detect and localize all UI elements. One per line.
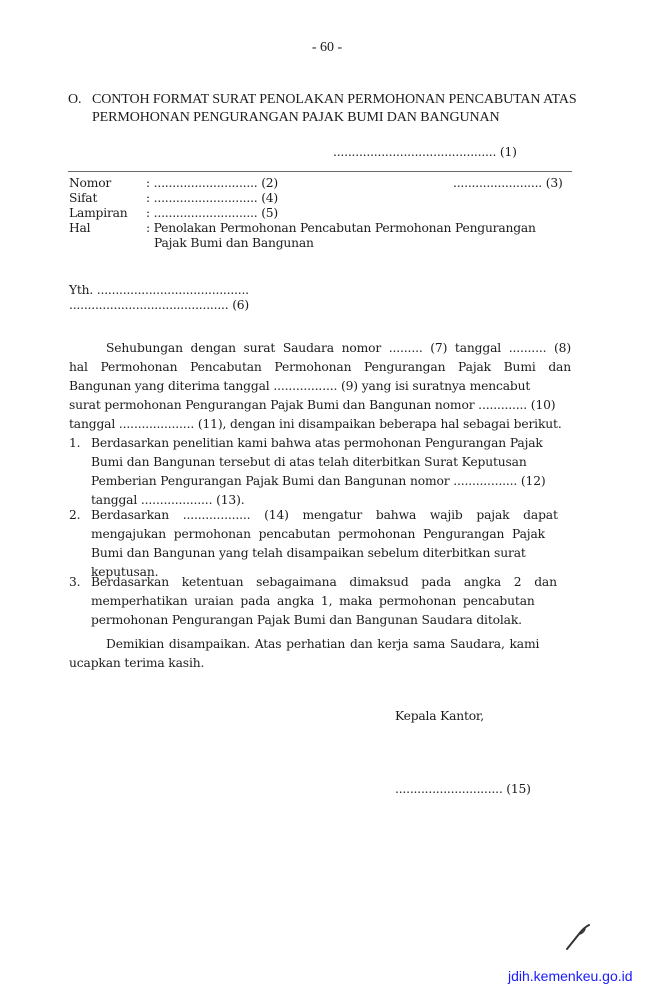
recipient-line1: Yth. ......................................... xyxy=(69,283,249,297)
letter-date-field: ........................ (3) xyxy=(453,176,563,190)
section-title-line2: PERMOHONAN PENGURANGAN PAJAK BUMI DAN BANGUNAN xyxy=(92,110,500,125)
hal-value-line2: Pajak Bumi dan Bangunan xyxy=(154,236,314,250)
list-number: 2. xyxy=(69,508,81,522)
header-divider xyxy=(68,171,572,172)
section-title-line1 xyxy=(68,92,577,108)
list-line: Bumi dan Bangunan yang telah disampaikan sebelum diterbitkan surat xyxy=(91,546,526,560)
list-line: memperhatikan uraian pada angka 1, maka permohonan pencabutan xyxy=(91,594,535,608)
closing-line: ucapkan terima kasih. xyxy=(69,656,205,670)
section-marker: O. xyxy=(68,92,82,107)
list-line: tanggal ................... (13). xyxy=(91,493,245,507)
list-line: permohonan Pengurangan Pajak Bumi dan Bangunan Saudara ditolak. xyxy=(91,613,522,627)
lampiran-value: : ............................ (5) xyxy=(146,206,279,220)
hal-label: Hal xyxy=(69,221,91,235)
list-line: Bumi dan Bangunan tersebut di atas telah diterbitkan Surat Keputusan xyxy=(91,455,527,469)
nomor-value: : ............................ (2) xyxy=(146,176,279,190)
signature-title: Kepala Kantor, xyxy=(395,709,484,723)
section-title-text: CONTOH FORMAT SURAT PENOLAKAN PERMOHONAN PENCABUTAN ATAS xyxy=(92,92,577,107)
nomor-label: Nomor xyxy=(69,176,112,190)
closing-line: Demikian disampaikan. Atas perhatian dan kerja sama Saudara, kami xyxy=(106,637,540,651)
intro-line: surat permohonan Pengurangan Pajak Bumi dan Bangunan nomor ............. (10) xyxy=(69,398,556,412)
list-line: keputusan. xyxy=(91,565,159,579)
intro-line: hal Permohonan Pencabutan Permohonan Pengurangan Pajak Bumi dan xyxy=(69,360,571,374)
list-line: Berdasarkan penelitian kami bahwa atas permohonan Pengurangan Pajak xyxy=(91,436,543,450)
list-line: mengajukan permohonan pencabutan permohonan Pengurangan Pajak xyxy=(91,527,545,541)
intro-line: Bangunan yang diterima tanggal ................. (9) yang isi suratnya mencabut xyxy=(69,379,531,393)
list-line: Berdasarkan ketentuan sebagaimana dimaksud pada angka 2 dan xyxy=(91,575,557,589)
paraph-icon xyxy=(563,922,593,952)
intro-line: tanggal .................... (11), dengan ini disampaikan beberapa hal sebagai berikut. xyxy=(69,417,562,431)
sifat-label: Sifat xyxy=(69,191,98,205)
place-date-field: ............................................ (1) xyxy=(333,145,517,159)
hal-value-line1: : Penolakan Permohonan Pencabutan Permohonan Pengurangan xyxy=(146,221,536,235)
signature-name-field: ............................. (15) xyxy=(395,782,531,796)
list-number: 3. xyxy=(69,575,81,589)
intro-line: Sehubungan dengan surat Saudara nomor ......... (7) tanggal .......... (8) xyxy=(106,341,571,355)
watermark-link[interactable]: jdih.kemenkeu.go.id xyxy=(508,968,633,984)
list-number: 1. xyxy=(69,436,81,450)
recipient-line2: ........................................... (6) xyxy=(69,298,250,312)
list-line: Berdasarkan .................. (14) mengatur bahwa wajib pajak dapat xyxy=(91,508,558,522)
sifat-value: : ............................ (4) xyxy=(146,191,279,205)
list-line: Pemberian Pengurangan Pajak Bumi dan Bangunan nomor ................. (12) xyxy=(91,474,546,488)
lampiran-label: Lampiran xyxy=(69,206,128,220)
page-number: - 60 - xyxy=(311,40,343,55)
